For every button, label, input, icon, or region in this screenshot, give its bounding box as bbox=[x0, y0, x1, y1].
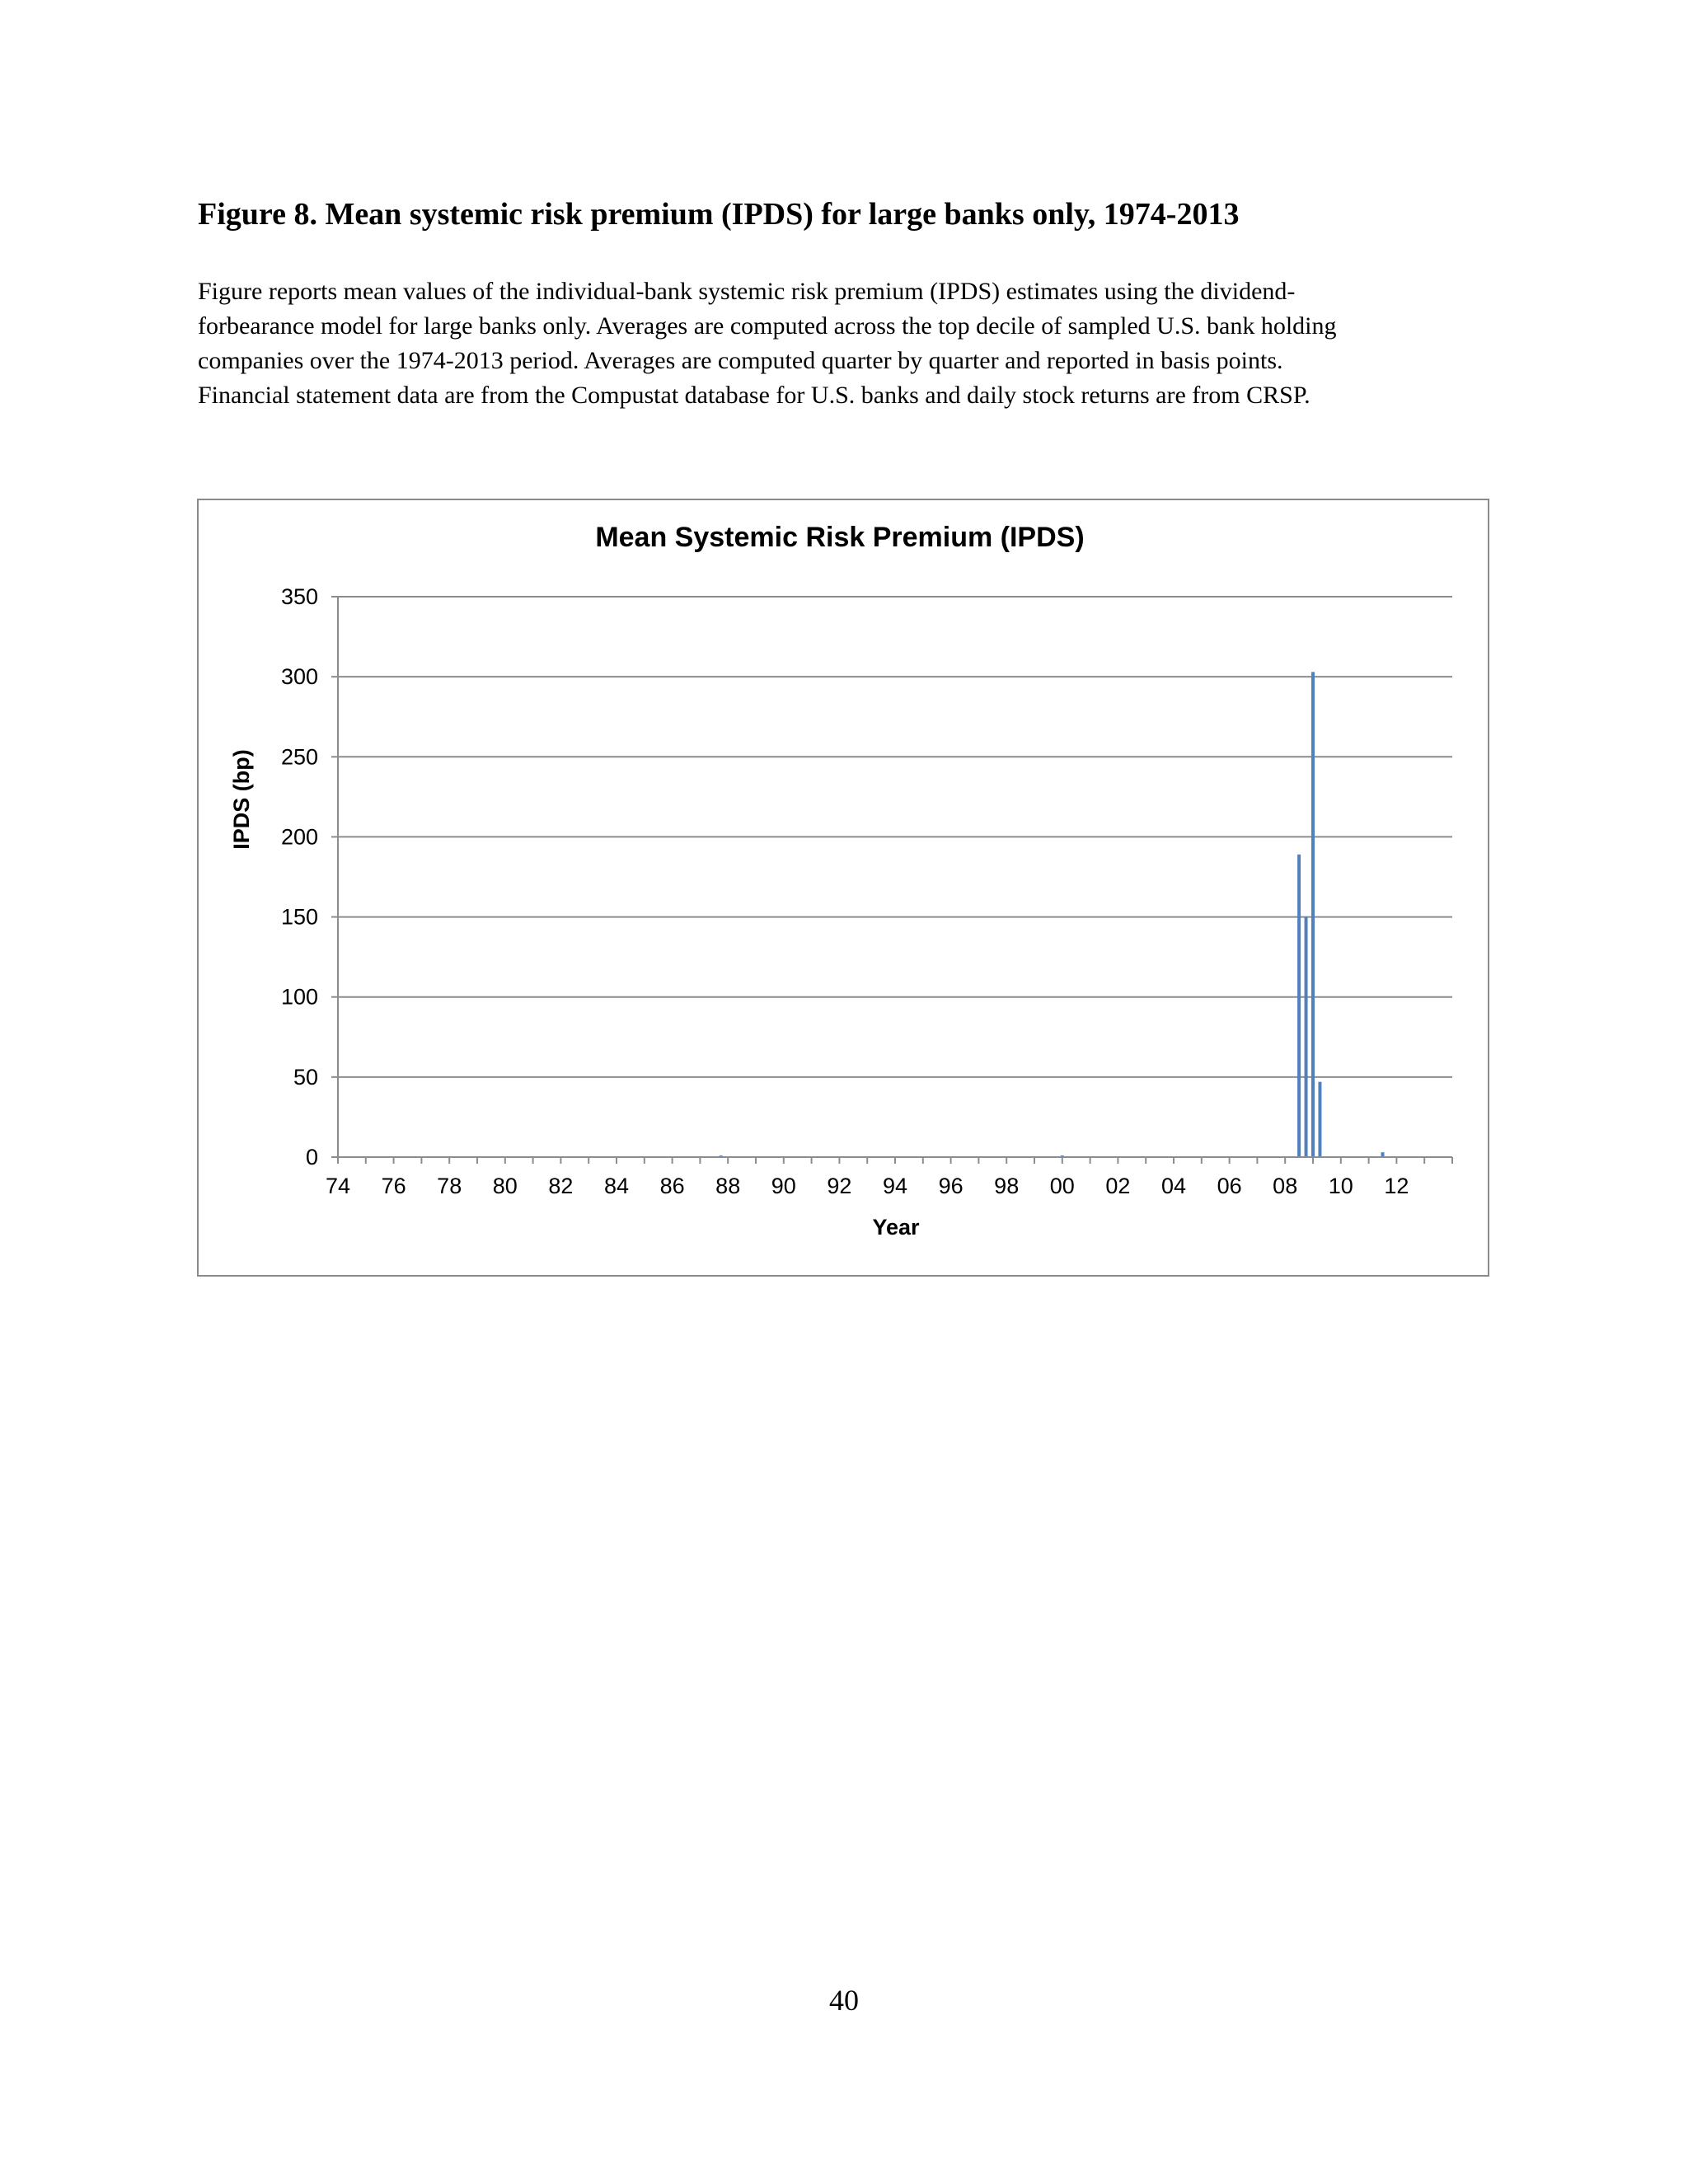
x-tick-label: 00 bbox=[1049, 1174, 1075, 1198]
y-tick-labels bbox=[281, 584, 318, 1169]
x-tick-label: 90 bbox=[771, 1174, 796, 1198]
x-tick-label: 74 bbox=[325, 1174, 351, 1198]
figure-title: Figure 8. Mean systemic risk premium (IPDS) for large banks only, 1974-2013 bbox=[198, 197, 1240, 232]
x-tick-label: 96 bbox=[938, 1174, 964, 1198]
x-tick-label: 10 bbox=[1328, 1174, 1353, 1198]
x-tick-label: 04 bbox=[1160, 1174, 1187, 1198]
chart bbox=[197, 499, 1489, 1277]
x-tick-label: 02 bbox=[1105, 1174, 1131, 1198]
caption-line: Figure reports mean values of the individual-bank systemic risk premium (IPDS) estimates using the dividend- bbox=[198, 278, 1296, 305]
y-tick-label: 0 bbox=[305, 1145, 318, 1169]
y-tick-label: 50 bbox=[293, 1064, 318, 1090]
x-tick-label: 80 bbox=[492, 1174, 518, 1198]
x-tick-label: 06 bbox=[1217, 1174, 1242, 1198]
y-tick-label: 150 bbox=[280, 904, 318, 930]
y-tick-label: 200 bbox=[280, 824, 318, 850]
x-tick-label: 86 bbox=[659, 1174, 685, 1198]
x-tick-label: 84 bbox=[603, 1174, 630, 1198]
caption-line: Financial statement data are from the Compustat database for U.S. banks and daily stock returns are from CRSP. bbox=[198, 382, 1311, 409]
x-tick-label: 76 bbox=[381, 1174, 406, 1198]
caption-line: forbearance model for large banks only. Averages are computed across the top decile of sampled U.S. bank holding bbox=[198, 312, 1337, 340]
gridlines bbox=[338, 597, 1452, 1077]
chart-title: Mean Systemic Risk Premium (IPDS) bbox=[595, 522, 1085, 553]
caption-line: companies over the 1974-2013 period. Averages are computed quarter by quarter and reported in basis points. bbox=[198, 347, 1283, 374]
x-tick-label: 78 bbox=[437, 1174, 462, 1198]
y-tick-label: 100 bbox=[280, 984, 318, 1010]
bar bbox=[1305, 917, 1308, 1157]
x-tick-label: 88 bbox=[715, 1174, 741, 1198]
x-tick-label: 98 bbox=[994, 1174, 1020, 1198]
x-tick-label: 08 bbox=[1273, 1174, 1298, 1198]
axes bbox=[331, 597, 1452, 1164]
x-tick-label: 82 bbox=[548, 1174, 574, 1198]
x-tick-labels bbox=[326, 1174, 1409, 1198]
x-tick-label: 12 bbox=[1384, 1174, 1409, 1198]
page-number: 40 bbox=[829, 1984, 859, 2017]
bar bbox=[1311, 672, 1315, 1157]
y-tick-label: 250 bbox=[280, 744, 318, 770]
bar bbox=[1297, 855, 1301, 1157]
bar bbox=[1318, 1082, 1321, 1157]
figure-caption bbox=[198, 274, 1484, 413]
y-axis-label: IPDS (bp) bbox=[229, 749, 254, 850]
y-tick-label: 350 bbox=[280, 584, 318, 609]
y-tick-label: 300 bbox=[280, 664, 318, 690]
bars bbox=[720, 672, 1385, 1157]
x-tick-label: 92 bbox=[827, 1174, 852, 1198]
x-axis-label: Year bbox=[872, 1215, 920, 1240]
x-tick-label: 94 bbox=[882, 1174, 908, 1198]
